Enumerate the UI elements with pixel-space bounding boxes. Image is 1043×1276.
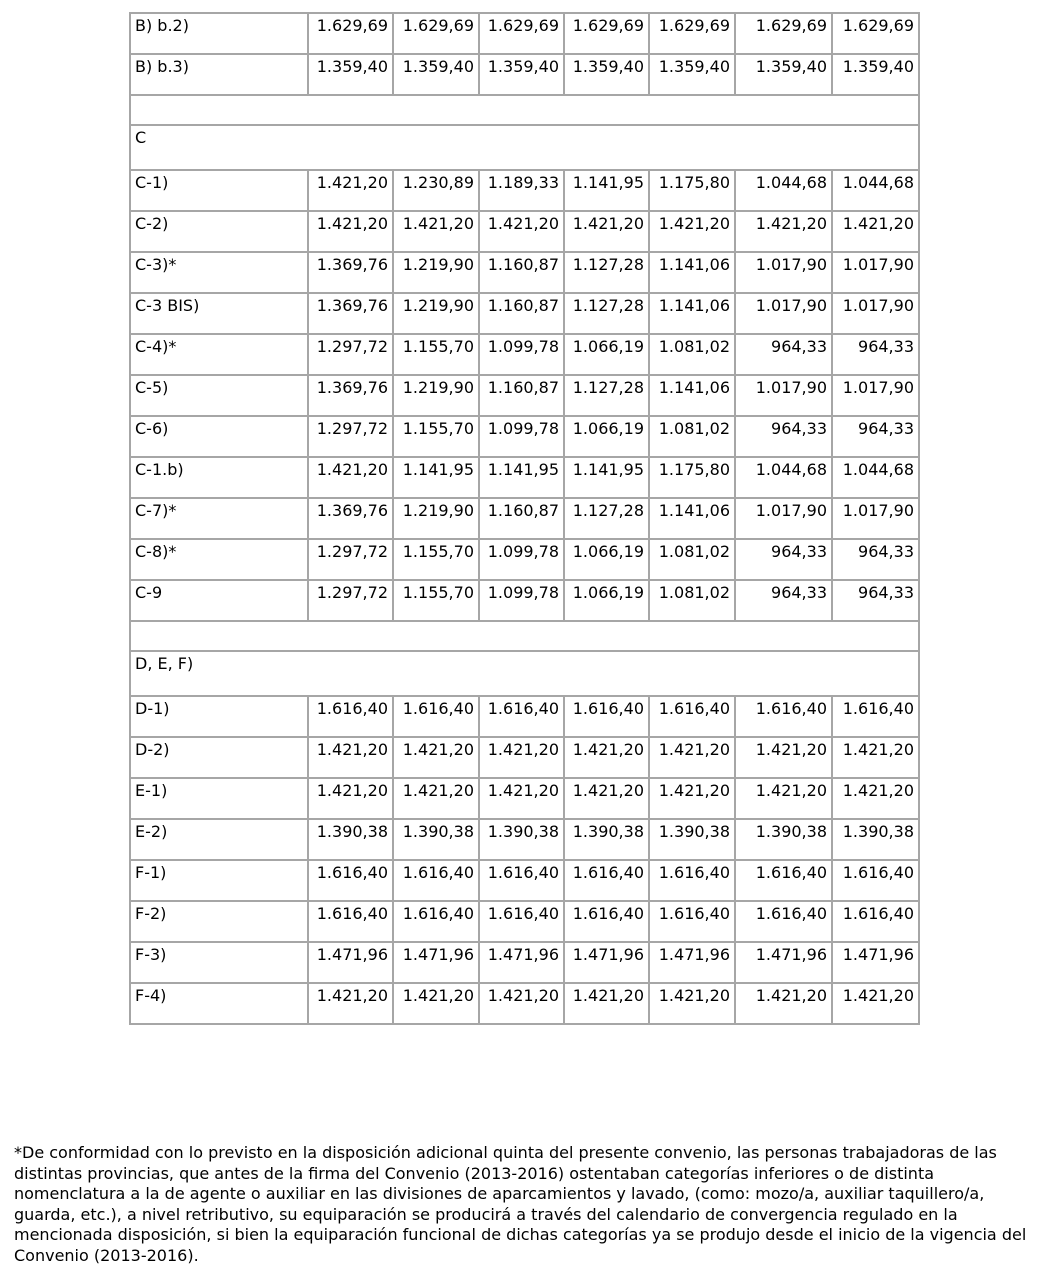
- salary-cell: 1.160,87: [479, 498, 564, 539]
- table-row: [130, 334, 919, 375]
- salary-cell: 1.017,90: [832, 293, 919, 334]
- salary-cell: 1.044,68: [832, 457, 919, 498]
- salary-cell: 1.359,40: [479, 54, 564, 95]
- salary-cell: 1.421,20: [308, 778, 393, 819]
- salary-cell: 1.421,20: [308, 457, 393, 498]
- salary-cell: 1.359,40: [564, 54, 649, 95]
- salary-cell: 964,33: [735, 580, 832, 621]
- salary-cell: 1.421,20: [735, 737, 832, 778]
- salary-cell: 1.175,80: [649, 457, 735, 498]
- salary-cell: 1.127,28: [564, 252, 649, 293]
- salary-cell: 1.189,33: [479, 170, 564, 211]
- section-header-row: [130, 651, 919, 696]
- salary-cell: 1.616,40: [308, 860, 393, 901]
- salary-cell: 1.155,70: [393, 539, 479, 580]
- salary-cell: 1.297,72: [308, 334, 393, 375]
- salary-cell: 1.081,02: [649, 416, 735, 457]
- salary-cell: 1.616,40: [393, 901, 479, 942]
- salary-cell: 1.616,40: [735, 860, 832, 901]
- salary-cell: 1.616,40: [649, 860, 735, 901]
- salary-cell: 1.017,90: [832, 498, 919, 539]
- salary-table: [129, 12, 920, 1025]
- category-label: B) b.2): [130, 13, 308, 54]
- salary-cell: 1.081,02: [649, 334, 735, 375]
- section-title: C: [130, 125, 919, 170]
- salary-cell: 1.230,89: [393, 170, 479, 211]
- salary-cell: 1.616,40: [735, 696, 832, 737]
- salary-cell: 1.099,78: [479, 416, 564, 457]
- salary-cell: 1.616,40: [564, 860, 649, 901]
- salary-cell: 1.219,90: [393, 375, 479, 416]
- salary-cell: 1.297,72: [308, 580, 393, 621]
- table-row: [130, 819, 919, 860]
- category-label: C-5): [130, 375, 308, 416]
- salary-cell: 1.421,20: [564, 211, 649, 252]
- salary-cell: 1.141,95: [393, 457, 479, 498]
- salary-cell: 1.099,78: [479, 539, 564, 580]
- salary-cell: 1.297,72: [308, 416, 393, 457]
- salary-cell: 1.160,87: [479, 252, 564, 293]
- salary-cell: 1.066,19: [564, 334, 649, 375]
- salary-cell: 1.629,69: [564, 13, 649, 54]
- salary-cell: 1.099,78: [479, 580, 564, 621]
- salary-cell: 1.421,20: [479, 211, 564, 252]
- salary-cell: 1.390,38: [479, 819, 564, 860]
- salary-cell: 1.390,38: [735, 819, 832, 860]
- salary-cell: 1.471,96: [564, 942, 649, 983]
- salary-cell: 1.421,20: [308, 170, 393, 211]
- salary-cell: 1.471,96: [735, 942, 832, 983]
- table-row: [130, 293, 919, 334]
- salary-cell: 1.141,95: [564, 457, 649, 498]
- salary-cell: 1.017,90: [735, 375, 832, 416]
- salary-cell: 1.219,90: [393, 293, 479, 334]
- salary-cell: 1.390,38: [564, 819, 649, 860]
- salary-cell: 1.066,19: [564, 580, 649, 621]
- table-row: [130, 901, 919, 942]
- category-label: F-3): [130, 942, 308, 983]
- salary-cell: 1.044,68: [735, 457, 832, 498]
- table-row: [130, 580, 919, 621]
- salary-cell: 1.421,20: [649, 211, 735, 252]
- category-label: C-2): [130, 211, 308, 252]
- salary-cell: 1.421,20: [393, 211, 479, 252]
- category-label: F-1): [130, 860, 308, 901]
- category-label: C-4)*: [130, 334, 308, 375]
- salary-cell: 1.160,87: [479, 293, 564, 334]
- table-row: [130, 737, 919, 778]
- salary-cell: 1.616,40: [308, 696, 393, 737]
- salary-cell: 1.629,69: [832, 13, 919, 54]
- salary-cell: 1.127,28: [564, 375, 649, 416]
- salary-cell: 1.017,90: [735, 498, 832, 539]
- salary-cell: 1.081,02: [649, 539, 735, 580]
- salary-cell: 1.421,20: [479, 983, 564, 1024]
- table-row: [130, 416, 919, 457]
- salary-cell: 1.616,40: [735, 901, 832, 942]
- salary-cell: 1.421,20: [479, 778, 564, 819]
- salary-cell: 1.359,40: [735, 54, 832, 95]
- salary-cell: 1.616,40: [832, 860, 919, 901]
- salary-cell: 1.616,40: [393, 696, 479, 737]
- salary-cell: 1.155,70: [393, 334, 479, 375]
- salary-cell: 1.616,40: [479, 901, 564, 942]
- table-row: [130, 696, 919, 737]
- spacer-row: [130, 621, 919, 651]
- salary-cell: 1.616,40: [479, 696, 564, 737]
- salary-cell: 1.421,20: [308, 737, 393, 778]
- salary-cell: 964,33: [832, 580, 919, 621]
- salary-cell: 1.471,96: [479, 942, 564, 983]
- section-title: D, E, F): [130, 651, 919, 696]
- salary-cell: 1.219,90: [393, 252, 479, 293]
- category-label: C-7)*: [130, 498, 308, 539]
- salary-cell: 964,33: [832, 334, 919, 375]
- table-row: [130, 211, 919, 252]
- salary-cell: 1.616,40: [832, 696, 919, 737]
- salary-cell: 1.471,96: [393, 942, 479, 983]
- salary-cell: 1.616,40: [564, 696, 649, 737]
- table-row: [130, 457, 919, 498]
- table-row: [130, 252, 919, 293]
- salary-cell: 1.421,20: [308, 983, 393, 1024]
- salary-cell: 1.359,40: [832, 54, 919, 95]
- category-label: C-8)*: [130, 539, 308, 580]
- salary-cell: 1.421,20: [649, 983, 735, 1024]
- salary-cell: 1.044,68: [832, 170, 919, 211]
- salary-cell: 1.471,96: [308, 942, 393, 983]
- salary-cell: 1.616,40: [308, 901, 393, 942]
- salary-cell: 1.421,20: [649, 737, 735, 778]
- salary-cell: 1.616,40: [479, 860, 564, 901]
- category-label: D-1): [130, 696, 308, 737]
- category-label: B) b.3): [130, 54, 308, 95]
- salary-cell: 1.369,76: [308, 498, 393, 539]
- salary-cell: 1.141,95: [479, 457, 564, 498]
- category-label: C-1): [130, 170, 308, 211]
- footnote: *De conformidad con lo previsto en la disposición adicional quinta del presente convenio, las personas trabajadoras de las distintas provincias, que antes de la firma del Convenio (2013-2016) ostentaban categorías inferiores o de distinta nomenclatura a la de agente o auxiliar en las divisiones de aparcamientos y lavado, (como: mozo/a, auxiliar taquillero/a, guarda, etc.), a nivel retributivo, su equiparación se producirá a través del calendario de convergencia regulado en la mencionada disposición, si bien la equiparación funcional de dichas categorías ya se produjo desde el inicio de la vigencia del Convenio (2013-2016).: [14, 1143, 1027, 1265]
- table-row: [130, 498, 919, 539]
- table-row: [130, 942, 919, 983]
- salary-cell: 1.390,38: [308, 819, 393, 860]
- category-label: F-4): [130, 983, 308, 1024]
- salary-cell: 1.421,20: [735, 983, 832, 1024]
- salary-cell: 1.629,69: [393, 13, 479, 54]
- salary-cell: 1.141,06: [649, 498, 735, 539]
- salary-cell: 1.616,40: [649, 901, 735, 942]
- salary-cell: 1.066,19: [564, 539, 649, 580]
- salary-cell: 1.099,78: [479, 334, 564, 375]
- table-row: [130, 539, 919, 580]
- salary-cell: 1.421,20: [832, 211, 919, 252]
- salary-cell: 1.421,20: [649, 778, 735, 819]
- table-row: [130, 170, 919, 211]
- salary-cell: 964,33: [735, 416, 832, 457]
- salary-cell: 1.421,20: [832, 778, 919, 819]
- salary-cell: 1.421,20: [393, 778, 479, 819]
- category-label: C-3)*: [130, 252, 308, 293]
- category-label: C-3 BIS): [130, 293, 308, 334]
- salary-cell: 1.369,76: [308, 293, 393, 334]
- salary-cell: 1.421,20: [393, 983, 479, 1024]
- salary-cell: 1.017,90: [735, 252, 832, 293]
- salary-cell: 1.616,40: [393, 860, 479, 901]
- salary-cell: 1.390,38: [393, 819, 479, 860]
- salary-cell: 1.629,69: [308, 13, 393, 54]
- table-row: [130, 778, 919, 819]
- category-label: C-9: [130, 580, 308, 621]
- category-label: E-1): [130, 778, 308, 819]
- salary-cell: 1.421,20: [564, 778, 649, 819]
- salary-cell: 1.141,06: [649, 375, 735, 416]
- salary-cell: 1.127,28: [564, 498, 649, 539]
- salary-cell: 1.175,80: [649, 170, 735, 211]
- table-row: [130, 54, 919, 95]
- salary-cell: 1.421,20: [832, 737, 919, 778]
- category-label: F-2): [130, 901, 308, 942]
- table-row: [130, 860, 919, 901]
- salary-cell: 1.471,96: [649, 942, 735, 983]
- spacer-row: [130, 95, 919, 125]
- salary-cell: 1.421,20: [832, 983, 919, 1024]
- table-row: [130, 983, 919, 1024]
- salary-cell: 1.421,20: [564, 737, 649, 778]
- salary-cell: 1.141,06: [649, 293, 735, 334]
- salary-cell: 1.359,40: [649, 54, 735, 95]
- salary-cell: 1.390,38: [649, 819, 735, 860]
- salary-cell: 1.044,68: [735, 170, 832, 211]
- salary-cell: 1.616,40: [649, 696, 735, 737]
- salary-cell: 1.017,90: [832, 375, 919, 416]
- salary-cell: 1.219,90: [393, 498, 479, 539]
- salary-cell: 1.616,40: [564, 901, 649, 942]
- salary-cell: 1.421,20: [735, 211, 832, 252]
- salary-cell: 1.359,40: [393, 54, 479, 95]
- salary-cell: 1.629,69: [649, 13, 735, 54]
- salary-cell: 1.421,20: [308, 211, 393, 252]
- salary-cell: 1.369,76: [308, 375, 393, 416]
- salary-cell: 1.160,87: [479, 375, 564, 416]
- salary-cell: 964,33: [832, 539, 919, 580]
- salary-cell: 1.297,72: [308, 539, 393, 580]
- salary-cell: 1.017,90: [832, 252, 919, 293]
- table-row: [130, 13, 919, 54]
- salary-cell: 1.141,06: [649, 252, 735, 293]
- salary-cell: 1.629,69: [735, 13, 832, 54]
- salary-cell: 964,33: [735, 334, 832, 375]
- salary-cell: 1.421,20: [479, 737, 564, 778]
- salary-cell: 1.155,70: [393, 416, 479, 457]
- section-header-row: [130, 125, 919, 170]
- category-label: E-2): [130, 819, 308, 860]
- salary-cell: 964,33: [735, 539, 832, 580]
- salary-cell: 1.127,28: [564, 293, 649, 334]
- category-label: D-2): [130, 737, 308, 778]
- salary-cell: 1.616,40: [832, 901, 919, 942]
- salary-cell: 1.155,70: [393, 580, 479, 621]
- salary-cell: 1.066,19: [564, 416, 649, 457]
- table-row: [130, 375, 919, 416]
- salary-cell: 1.629,69: [479, 13, 564, 54]
- salary-cell: 1.017,90: [735, 293, 832, 334]
- salary-cell: 1.359,40: [308, 54, 393, 95]
- salary-cell: 964,33: [832, 416, 919, 457]
- category-label: C-1.b): [130, 457, 308, 498]
- salary-cell: 1.421,20: [393, 737, 479, 778]
- category-label: C-6): [130, 416, 308, 457]
- salary-cell: 1.081,02: [649, 580, 735, 621]
- salary-cell: 1.390,38: [832, 819, 919, 860]
- salary-cell: 1.141,95: [564, 170, 649, 211]
- salary-cell: 1.369,76: [308, 252, 393, 293]
- salary-cell: 1.421,20: [735, 778, 832, 819]
- salary-cell: 1.421,20: [564, 983, 649, 1024]
- salary-cell: 1.471,96: [832, 942, 919, 983]
